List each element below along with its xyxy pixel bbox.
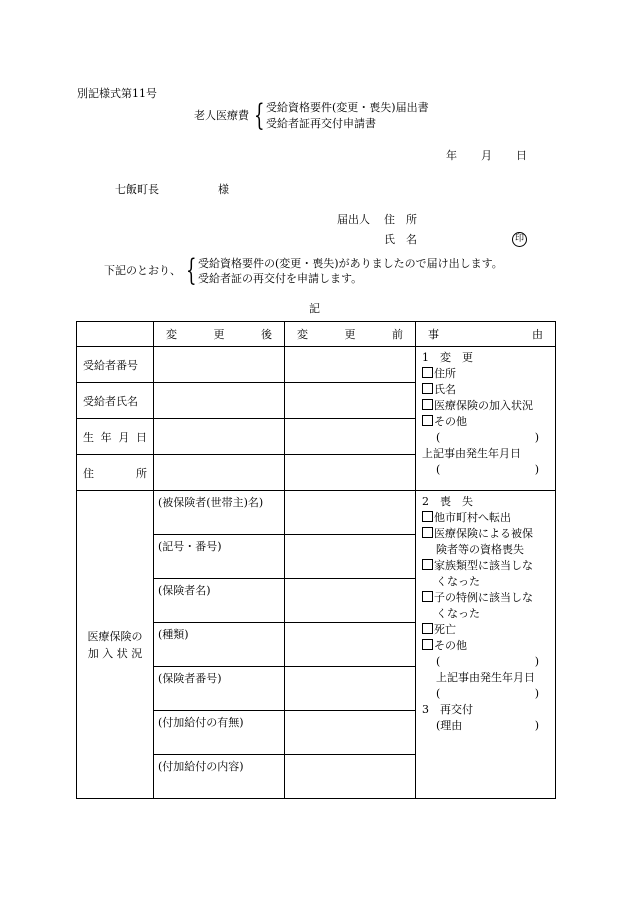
label-birthdate: 生 年 月 日: [77, 419, 154, 455]
form-table: [76, 321, 556, 799]
addressee-name: 七飯町長: [115, 183, 159, 196]
insurance-symbol-number-before-field[interactable]: [285, 535, 416, 579]
table-row: [77, 491, 556, 535]
header-after: 変 更 後: [154, 322, 285, 347]
form-number: 別記様式第11号: [77, 87, 157, 100]
insurer-name-before-field[interactable]: [285, 579, 416, 623]
title-prefix: 老人医療費: [194, 109, 249, 122]
label-recipient-name: 受給者氏名: [77, 383, 154, 419]
statement-line-1: 受給資格要件の(変更・喪失)がありましたので届け出します。: [198, 257, 503, 270]
label-insurance-status: 医療保険の 加 入 状 況: [77, 491, 154, 799]
insurer-number-before-field[interactable]: [285, 667, 416, 711]
other-change-field[interactable]: ( ): [436, 431, 539, 444]
checkbox-insurance-status[interactable]: [422, 399, 433, 410]
date-day-label: 日: [516, 149, 527, 162]
header-reason: 事 由: [416, 322, 556, 347]
title-brace: {: [254, 98, 265, 133]
reissue-reason-field[interactable]: (理由 ): [436, 719, 539, 732]
checkbox-family-type[interactable]: [422, 559, 433, 570]
statement-brace: {: [186, 253, 197, 288]
recipient-name-after-field[interactable]: [154, 383, 285, 419]
checkbox-child-exception[interactable]: [422, 591, 433, 602]
additional-benefit-detail-before-field[interactable]: [285, 755, 416, 799]
applicant-label: 届出人: [337, 213, 370, 226]
change-date-field[interactable]: ( ): [436, 463, 539, 476]
reason-section-loss-reissue: 2 喪 失 他市町村へ転出 医療保険による被保 険者等の資格喪失 家族類型に該当しな くなった 子の特例に該当しな くなった 死亡 その他 ( ) 上記事由発生年月日 ( ) 3 再交付 (理由 ): [416, 491, 556, 799]
additional-benefit-after-field[interactable]: (付加給付の有無): [154, 711, 285, 755]
recipient-name-before-field[interactable]: [285, 383, 416, 419]
statement-line-2: 受給者証の再交付を申請します。: [198, 272, 363, 285]
recipient-number-after-field[interactable]: [154, 347, 285, 383]
date-month-label: 月: [481, 149, 492, 162]
insurance-insured-name-before-field[interactable]: [285, 491, 416, 535]
additional-benefit-before-field[interactable]: [285, 711, 416, 755]
applicant-name-label: 氏 名: [384, 233, 417, 246]
insurer-name-after-field[interactable]: (保険者名): [154, 579, 285, 623]
label-address: 住 所: [77, 455, 154, 491]
title-line-1: 受給資格要件(変更・喪失)届出書: [266, 101, 429, 114]
address-before-field[interactable]: [285, 455, 416, 491]
address-after-field[interactable]: [154, 455, 285, 491]
insurance-insured-name-after-field[interactable]: (被保険者(世帯主)名): [154, 491, 285, 535]
label-recipient-number: 受給者番号: [77, 347, 154, 383]
checkbox-address[interactable]: [422, 367, 433, 378]
table-row: [77, 347, 556, 383]
reason-section-change: 1 変 更 住所 氏名 医療保険の加入状況 その他 ( ) 上記事由発生年月日 ( ): [416, 347, 556, 491]
checkbox-name[interactable]: [422, 383, 433, 394]
insurance-type-after-field[interactable]: (種類): [154, 623, 285, 667]
title-line-2: 受給者証再交付申請書: [266, 117, 376, 130]
checkbox-death[interactable]: [422, 623, 433, 634]
header-before: 変 更 前: [285, 322, 416, 347]
additional-benefit-detail-after-field[interactable]: (付加給付の内容): [154, 755, 285, 799]
header-blank: [77, 322, 154, 347]
birthdate-before-field[interactable]: [285, 419, 416, 455]
date-year-label: 年: [446, 149, 457, 162]
recipient-number-before-field[interactable]: [285, 347, 416, 383]
statement-prefix: 下記のとおり、: [104, 264, 181, 277]
ki-marker: 記: [309, 302, 320, 315]
checkbox-other-change[interactable]: [422, 415, 433, 426]
other-loss-field[interactable]: ( ): [436, 655, 539, 668]
checkbox-moved-out[interactable]: [422, 511, 433, 522]
insurance-symbol-number-after-field[interactable]: (記号・番号): [154, 535, 285, 579]
applicant-address-label: 住 所: [384, 213, 417, 226]
birthdate-after-field[interactable]: [154, 419, 285, 455]
checkbox-other-loss[interactable]: [422, 639, 433, 650]
insurance-type-before-field[interactable]: [285, 623, 416, 667]
table-header-row: [77, 322, 556, 347]
insurer-number-after-field[interactable]: (保険者番号): [154, 667, 285, 711]
checkbox-insurance-loss[interactable]: [422, 527, 433, 538]
loss-date-field[interactable]: ( ): [436, 687, 539, 700]
addressee-honorific: 様: [218, 183, 229, 196]
seal-mark: 印: [512, 232, 527, 247]
